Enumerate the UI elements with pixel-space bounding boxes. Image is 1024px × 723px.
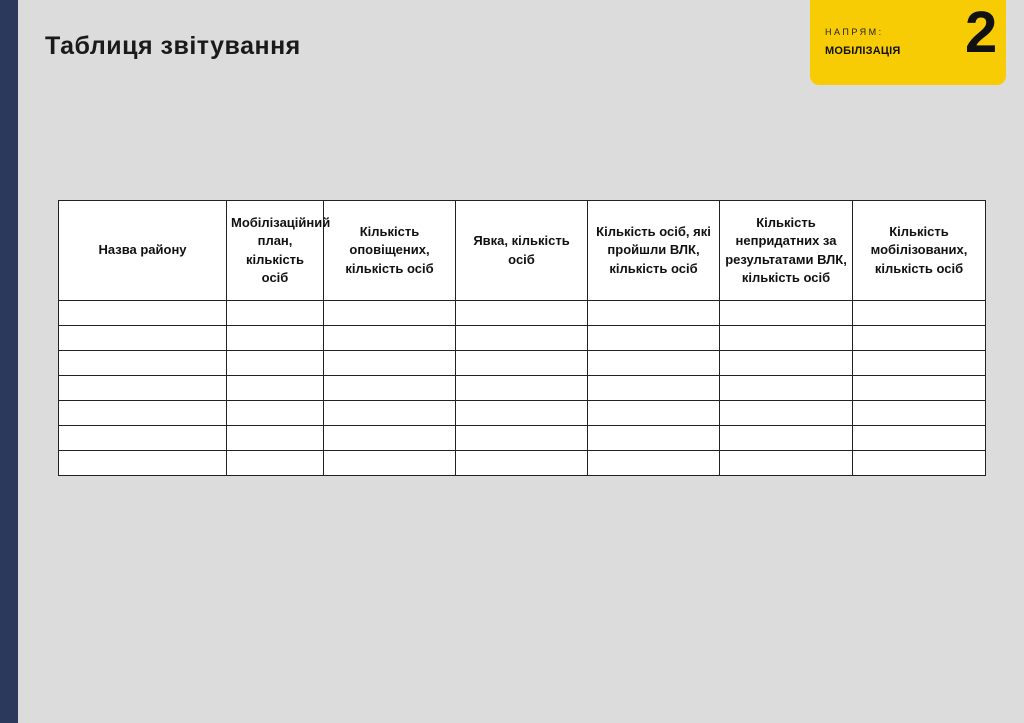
- table-cell[interactable]: [59, 451, 227, 476]
- table-cell[interactable]: [456, 326, 588, 351]
- table-cell[interactable]: [853, 401, 986, 426]
- table-cell[interactable]: [456, 426, 588, 451]
- header-district-name: Назва району: [59, 201, 227, 301]
- table-row: [59, 426, 986, 451]
- table-cell[interactable]: [324, 351, 456, 376]
- table-row: [59, 351, 986, 376]
- header-mobilized-count: Кількість мобілізованих, кількість осіб: [853, 201, 986, 301]
- direction-number: 2: [965, 0, 998, 65]
- table-cell[interactable]: [227, 401, 324, 426]
- table-cell[interactable]: [324, 451, 456, 476]
- table-cell[interactable]: [588, 426, 720, 451]
- table-cell[interactable]: [588, 326, 720, 351]
- table-cell[interactable]: [853, 301, 986, 326]
- direction-badge: [810, 0, 1006, 85]
- table-cell[interactable]: [853, 451, 986, 476]
- table-cell[interactable]: [720, 326, 853, 351]
- table-cell[interactable]: [227, 326, 324, 351]
- table-cell[interactable]: [853, 351, 986, 376]
- table-row: [59, 451, 986, 476]
- table-cell[interactable]: [588, 401, 720, 426]
- table-cell[interactable]: [324, 376, 456, 401]
- table-cell[interactable]: [227, 376, 324, 401]
- table-row: [59, 401, 986, 426]
- header-row: [59, 201, 986, 301]
- table-cell[interactable]: [456, 451, 588, 476]
- page-title: Таблиця звітування: [45, 32, 301, 60]
- left-accent-bar: [0, 0, 18, 723]
- table-cell[interactable]: [59, 351, 227, 376]
- table-cell[interactable]: [588, 351, 720, 376]
- table-cell[interactable]: [588, 376, 720, 401]
- table-cell[interactable]: [59, 376, 227, 401]
- table-cell[interactable]: [324, 326, 456, 351]
- table-cell[interactable]: [324, 426, 456, 451]
- table-cell[interactable]: [588, 301, 720, 326]
- table-cell[interactable]: [720, 301, 853, 326]
- table-cell[interactable]: [720, 351, 853, 376]
- table-row: [59, 301, 986, 326]
- table-cell[interactable]: [720, 401, 853, 426]
- table-cell[interactable]: [456, 376, 588, 401]
- table-cell[interactable]: [59, 401, 227, 426]
- table-cell[interactable]: [227, 301, 324, 326]
- table-cell[interactable]: [853, 376, 986, 401]
- table-cell[interactable]: [59, 426, 227, 451]
- header-mobilization-plan: Мобілізаційний план, кількість осіб: [227, 201, 324, 301]
- table-cell[interactable]: [853, 326, 986, 351]
- table-cell[interactable]: [59, 301, 227, 326]
- direction-label: НАПРЯМ:: [825, 27, 884, 37]
- table-row: [59, 326, 986, 351]
- table-cell[interactable]: [720, 451, 853, 476]
- table-cell[interactable]: [720, 426, 853, 451]
- table-cell[interactable]: [456, 301, 588, 326]
- header-notified-count: Кількість оповіщених, кількість осіб: [324, 201, 456, 301]
- table-cell[interactable]: [456, 351, 588, 376]
- report-table: [58, 200, 986, 476]
- header-unfit-by-vlk: Кількість непридатних за результатами ВЛК, кількість осіб: [720, 201, 853, 301]
- header-attendance: Явка, кількість осіб: [456, 201, 588, 301]
- table-cell[interactable]: [720, 376, 853, 401]
- table-cell[interactable]: [227, 451, 324, 476]
- table-cell[interactable]: [324, 401, 456, 426]
- table-cell[interactable]: [456, 401, 588, 426]
- table-cell[interactable]: [324, 301, 456, 326]
- table-cell[interactable]: [853, 426, 986, 451]
- table-row: [59, 376, 986, 401]
- table-cell[interactable]: [588, 451, 720, 476]
- header-vlk-passed: Кількість осіб, які пройшли ВЛК, кількість осіб: [588, 201, 720, 301]
- table-cell[interactable]: [59, 326, 227, 351]
- direction-value: МОБІЛІЗАЦІЯ: [825, 45, 901, 57]
- table-cell[interactable]: [227, 351, 324, 376]
- table-cell[interactable]: [227, 426, 324, 451]
